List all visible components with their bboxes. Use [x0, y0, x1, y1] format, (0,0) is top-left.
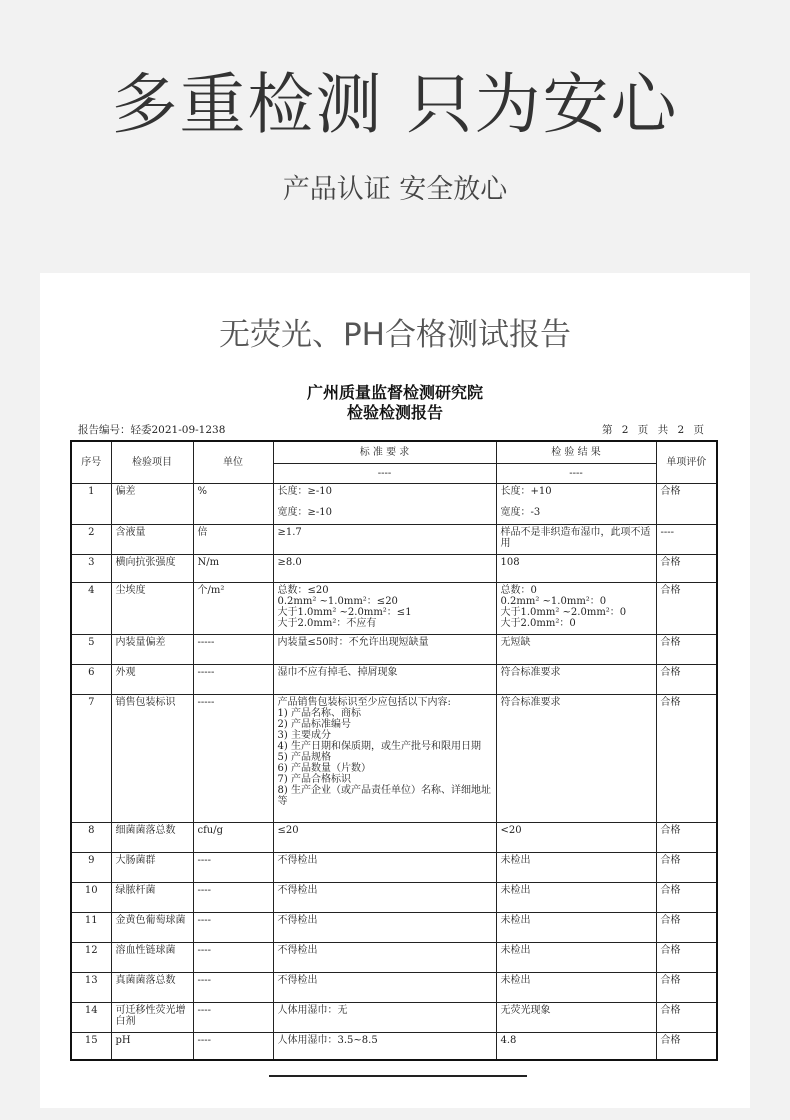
- result-line: 无荧光现象: [500, 1004, 551, 1016]
- cell-standard: [273, 1032, 496, 1060]
- standard-line: 不得检出: [277, 944, 318, 956]
- standard-line: 6) 产品数量（片数）: [277, 762, 371, 774]
- cell-item: 外观: [111, 664, 193, 694]
- cell-item: 内装量偏差: [111, 634, 193, 664]
- cell-unit: %: [193, 483, 273, 524]
- institution-name: 广州质量监督检测研究院: [306, 383, 483, 402]
- cell-result: [496, 1002, 656, 1032]
- header-unit: 单位: [193, 441, 273, 483]
- cell-unit: ----: [193, 972, 273, 1002]
- standard-line: ≥8.0: [277, 556, 302, 568]
- table-row: [71, 972, 717, 1002]
- result-line: 无短缺: [500, 636, 531, 648]
- cell-unit: ----: [193, 1032, 273, 1060]
- hero-subtitle: 产品认证 安全放心: [282, 174, 508, 205]
- cell-result: [496, 822, 656, 852]
- cell-no: 10: [71, 882, 111, 912]
- standard-line: 湿巾不应有掉毛、掉屑现象: [277, 666, 398, 678]
- cell-no: 15: [71, 1032, 111, 1060]
- table-row: [71, 634, 717, 664]
- cell-eval: 合格: [656, 912, 717, 942]
- cell-no: 6: [71, 664, 111, 694]
- cell-standard: [273, 524, 496, 554]
- cell-standard: [273, 882, 496, 912]
- result-line: 未检出: [500, 884, 531, 896]
- standard-line: 不得检出: [277, 854, 318, 866]
- standard-line: ≤20: [277, 824, 299, 836]
- cell-result: [496, 664, 656, 694]
- result-line: 大于1.0mm² ~2.0mm²：0: [500, 606, 627, 618]
- cell-no: 3: [71, 554, 111, 582]
- cell-item: 尘埃度: [111, 582, 193, 634]
- cell-result: [496, 694, 656, 822]
- cell-standard: [273, 822, 496, 852]
- cell-no: 1: [71, 483, 111, 524]
- cell-unit: -----: [193, 634, 273, 664]
- table-row: [71, 582, 717, 634]
- cell-unit: ----: [193, 882, 273, 912]
- cell-no: 8: [71, 822, 111, 852]
- cell-eval: 合格: [656, 942, 717, 972]
- result-line: 大于2.0mm²：0: [500, 617, 576, 629]
- table-row: [71, 822, 717, 852]
- cell-unit: -----: [193, 664, 273, 694]
- cell-result: [496, 942, 656, 972]
- result-line: 未检出: [500, 854, 531, 866]
- table-row: [71, 1002, 717, 1032]
- header-eval: 单项评价: [656, 441, 717, 483]
- cell-result: [496, 912, 656, 942]
- result-line: 未检出: [500, 914, 531, 926]
- cell-eval: 合格: [656, 1002, 717, 1032]
- cell-unit: ----: [193, 1002, 273, 1032]
- result-line: 未检出: [500, 944, 531, 956]
- standard-line: 5) 产品规格: [277, 751, 331, 763]
- cell-unit: 个/m²: [193, 582, 273, 634]
- standard-line: 不得检出: [277, 914, 318, 926]
- standard-line: 宽度：≥-10: [277, 506, 332, 518]
- result-line: 符合标准要求: [500, 666, 561, 678]
- standard-line: [278, 497, 492, 507]
- cell-standard: [273, 942, 496, 972]
- cell-eval: 合格: [656, 582, 717, 634]
- cell-eval: 合格: [656, 822, 717, 852]
- cell-eval: 合格: [656, 852, 717, 882]
- cell-result: [496, 852, 656, 882]
- cell-result: [496, 634, 656, 664]
- cell-item: 销售包装标识: [111, 694, 193, 822]
- standard-line: 大于1.0mm² ~2.0mm²：≤1: [277, 606, 412, 618]
- header-standard-sub: ----: [273, 463, 496, 483]
- cell-item: 含液量: [111, 524, 193, 554]
- cell-no: 11: [71, 912, 111, 942]
- table-body: [71, 483, 717, 1060]
- cell-result: [496, 483, 656, 524]
- cell-result: [496, 524, 656, 554]
- result-line: [501, 497, 652, 507]
- cell-unit: 倍: [193, 524, 273, 554]
- standard-line: 产品销售包装标识至少应包括以下内容:: [277, 696, 451, 708]
- cell-eval: ----: [656, 524, 717, 554]
- standard-line: 内装量≤50时：不允许出现短缺量: [277, 636, 429, 648]
- standard-line: 7) 产品合格标识: [277, 773, 351, 785]
- result-line: 108: [500, 556, 520, 568]
- cell-item: 可迁移性荧光增白剂: [111, 1002, 193, 1032]
- cell-result: [496, 554, 656, 582]
- standard-line: 1) 产品名称、商标: [277, 707, 361, 719]
- standard-line: 不得检出: [277, 974, 318, 986]
- cell-no: 7: [71, 694, 111, 822]
- cell-standard: [273, 554, 496, 582]
- standard-line: 人体用湿巾：3.5~8.5: [277, 1034, 378, 1046]
- cell-item: 真菌菌落总数: [111, 972, 193, 1002]
- result-line: <20: [500, 824, 522, 836]
- table-row: [71, 524, 717, 554]
- header-no: 序号: [71, 441, 111, 483]
- result-line: 符合标准要求: [500, 696, 561, 708]
- cell-unit: -----: [193, 694, 273, 822]
- cell-eval: 合格: [656, 882, 717, 912]
- cell-result: [496, 1032, 656, 1060]
- cell-eval: 合格: [656, 972, 717, 1002]
- cell-result: [496, 972, 656, 1002]
- cell-standard: [273, 972, 496, 1002]
- standard-line: 4) 生产日期和保质期，或生产批号和限用日期: [277, 740, 481, 752]
- standard-line: 8) 生产企业（或产品责任单位）名称、详细地址等: [277, 784, 491, 807]
- cell-unit: N/m: [193, 554, 273, 582]
- cell-item: 偏差: [111, 483, 193, 524]
- cell-standard: [273, 664, 496, 694]
- cell-eval: 合格: [656, 634, 717, 664]
- table-row: [71, 882, 717, 912]
- standard-line: 0.2mm² ~1.0mm²：≤20: [277, 595, 398, 607]
- cell-item: 细菌菌落总数: [111, 822, 193, 852]
- header-item: 检验项目: [111, 441, 193, 483]
- table-row: [71, 664, 717, 694]
- result-line: 未检出: [500, 974, 531, 986]
- standard-line: 人体用湿巾：无: [277, 1004, 348, 1016]
- cell-item: 金黄色葡萄球菌: [111, 912, 193, 942]
- table-row: [71, 942, 717, 972]
- cell-no: 5: [71, 634, 111, 664]
- result-line: 0.2mm² ~1.0mm²：0: [500, 595, 607, 607]
- cell-unit: ----: [193, 942, 273, 972]
- cell-standard: [273, 1002, 496, 1032]
- report-card: [40, 273, 750, 1108]
- standard-line: 长度：≥-10: [277, 485, 332, 497]
- result-line: 宽度：-3: [500, 506, 541, 518]
- cell-item: 横向抗张强度: [111, 554, 193, 582]
- cell-no: 2: [71, 524, 111, 554]
- header-standard: 标 准 要 求: [273, 441, 496, 463]
- result-line: 4.8: [500, 1034, 517, 1046]
- result-line: 总数：0: [500, 584, 537, 596]
- result-line: 样品不是非织造布湿巾，此项不适用: [500, 526, 651, 549]
- standard-line: 2) 产品标准编号: [277, 718, 351, 730]
- cell-no: 14: [71, 1002, 111, 1032]
- cell-item: 大肠菌群: [111, 852, 193, 882]
- standard-line: 不得检出: [277, 884, 318, 896]
- cell-item: pH: [111, 1032, 193, 1060]
- cell-no: 13: [71, 972, 111, 1002]
- cell-eval: 合格: [656, 483, 717, 524]
- cell-eval: 合格: [656, 694, 717, 822]
- table-row: [71, 694, 717, 822]
- result-line: 长度：+10: [500, 485, 552, 497]
- cell-eval: 合格: [656, 554, 717, 582]
- cell-result: [496, 582, 656, 634]
- cell-unit: cfu/g: [193, 822, 273, 852]
- cell-standard: [273, 483, 496, 524]
- table-row: [71, 1032, 717, 1060]
- standard-line: 总数：≤20: [277, 584, 329, 596]
- cell-unit: ----: [193, 852, 273, 882]
- report-title: 检验检测报告: [346, 403, 443, 422]
- cell-standard: [273, 912, 496, 942]
- table-row: [71, 554, 717, 582]
- footer-divider: [269, 1075, 527, 1077]
- table-row: [71, 852, 717, 882]
- cell-unit: ----: [193, 912, 273, 942]
- cell-item: 溶血性链球菌: [111, 942, 193, 972]
- standard-line: 3) 主要成分: [277, 729, 331, 741]
- table-row: [71, 912, 717, 942]
- cell-no: 4: [71, 582, 111, 634]
- header-result-sub: ----: [496, 463, 656, 483]
- page-indicator: 第 2 页 共 2 页: [601, 424, 704, 436]
- cell-eval: 合格: [656, 1032, 717, 1060]
- header-result: 检 验 结 果: [496, 441, 656, 463]
- report-table: [70, 440, 718, 1061]
- cell-no: 12: [71, 942, 111, 972]
- table-row: [71, 483, 717, 524]
- cell-standard: [273, 634, 496, 664]
- cell-result: [496, 882, 656, 912]
- standard-line: ≥1.7: [277, 526, 302, 538]
- report-number: 报告编号：轻委2021-09-1238: [78, 424, 226, 436]
- cell-eval: 合格: [656, 664, 717, 694]
- cell-standard: [273, 694, 496, 822]
- cell-standard: [273, 852, 496, 882]
- hero-title: 多重检测 只为安心: [111, 66, 679, 143]
- card-title: 无荧光、PH合格测试报告: [218, 317, 571, 353]
- standard-line: 大于2.0mm²：不应有: [277, 617, 377, 629]
- cell-no: 9: [71, 852, 111, 882]
- cell-standard: [273, 582, 496, 634]
- cell-item: 绿脓杆菌: [111, 882, 193, 912]
